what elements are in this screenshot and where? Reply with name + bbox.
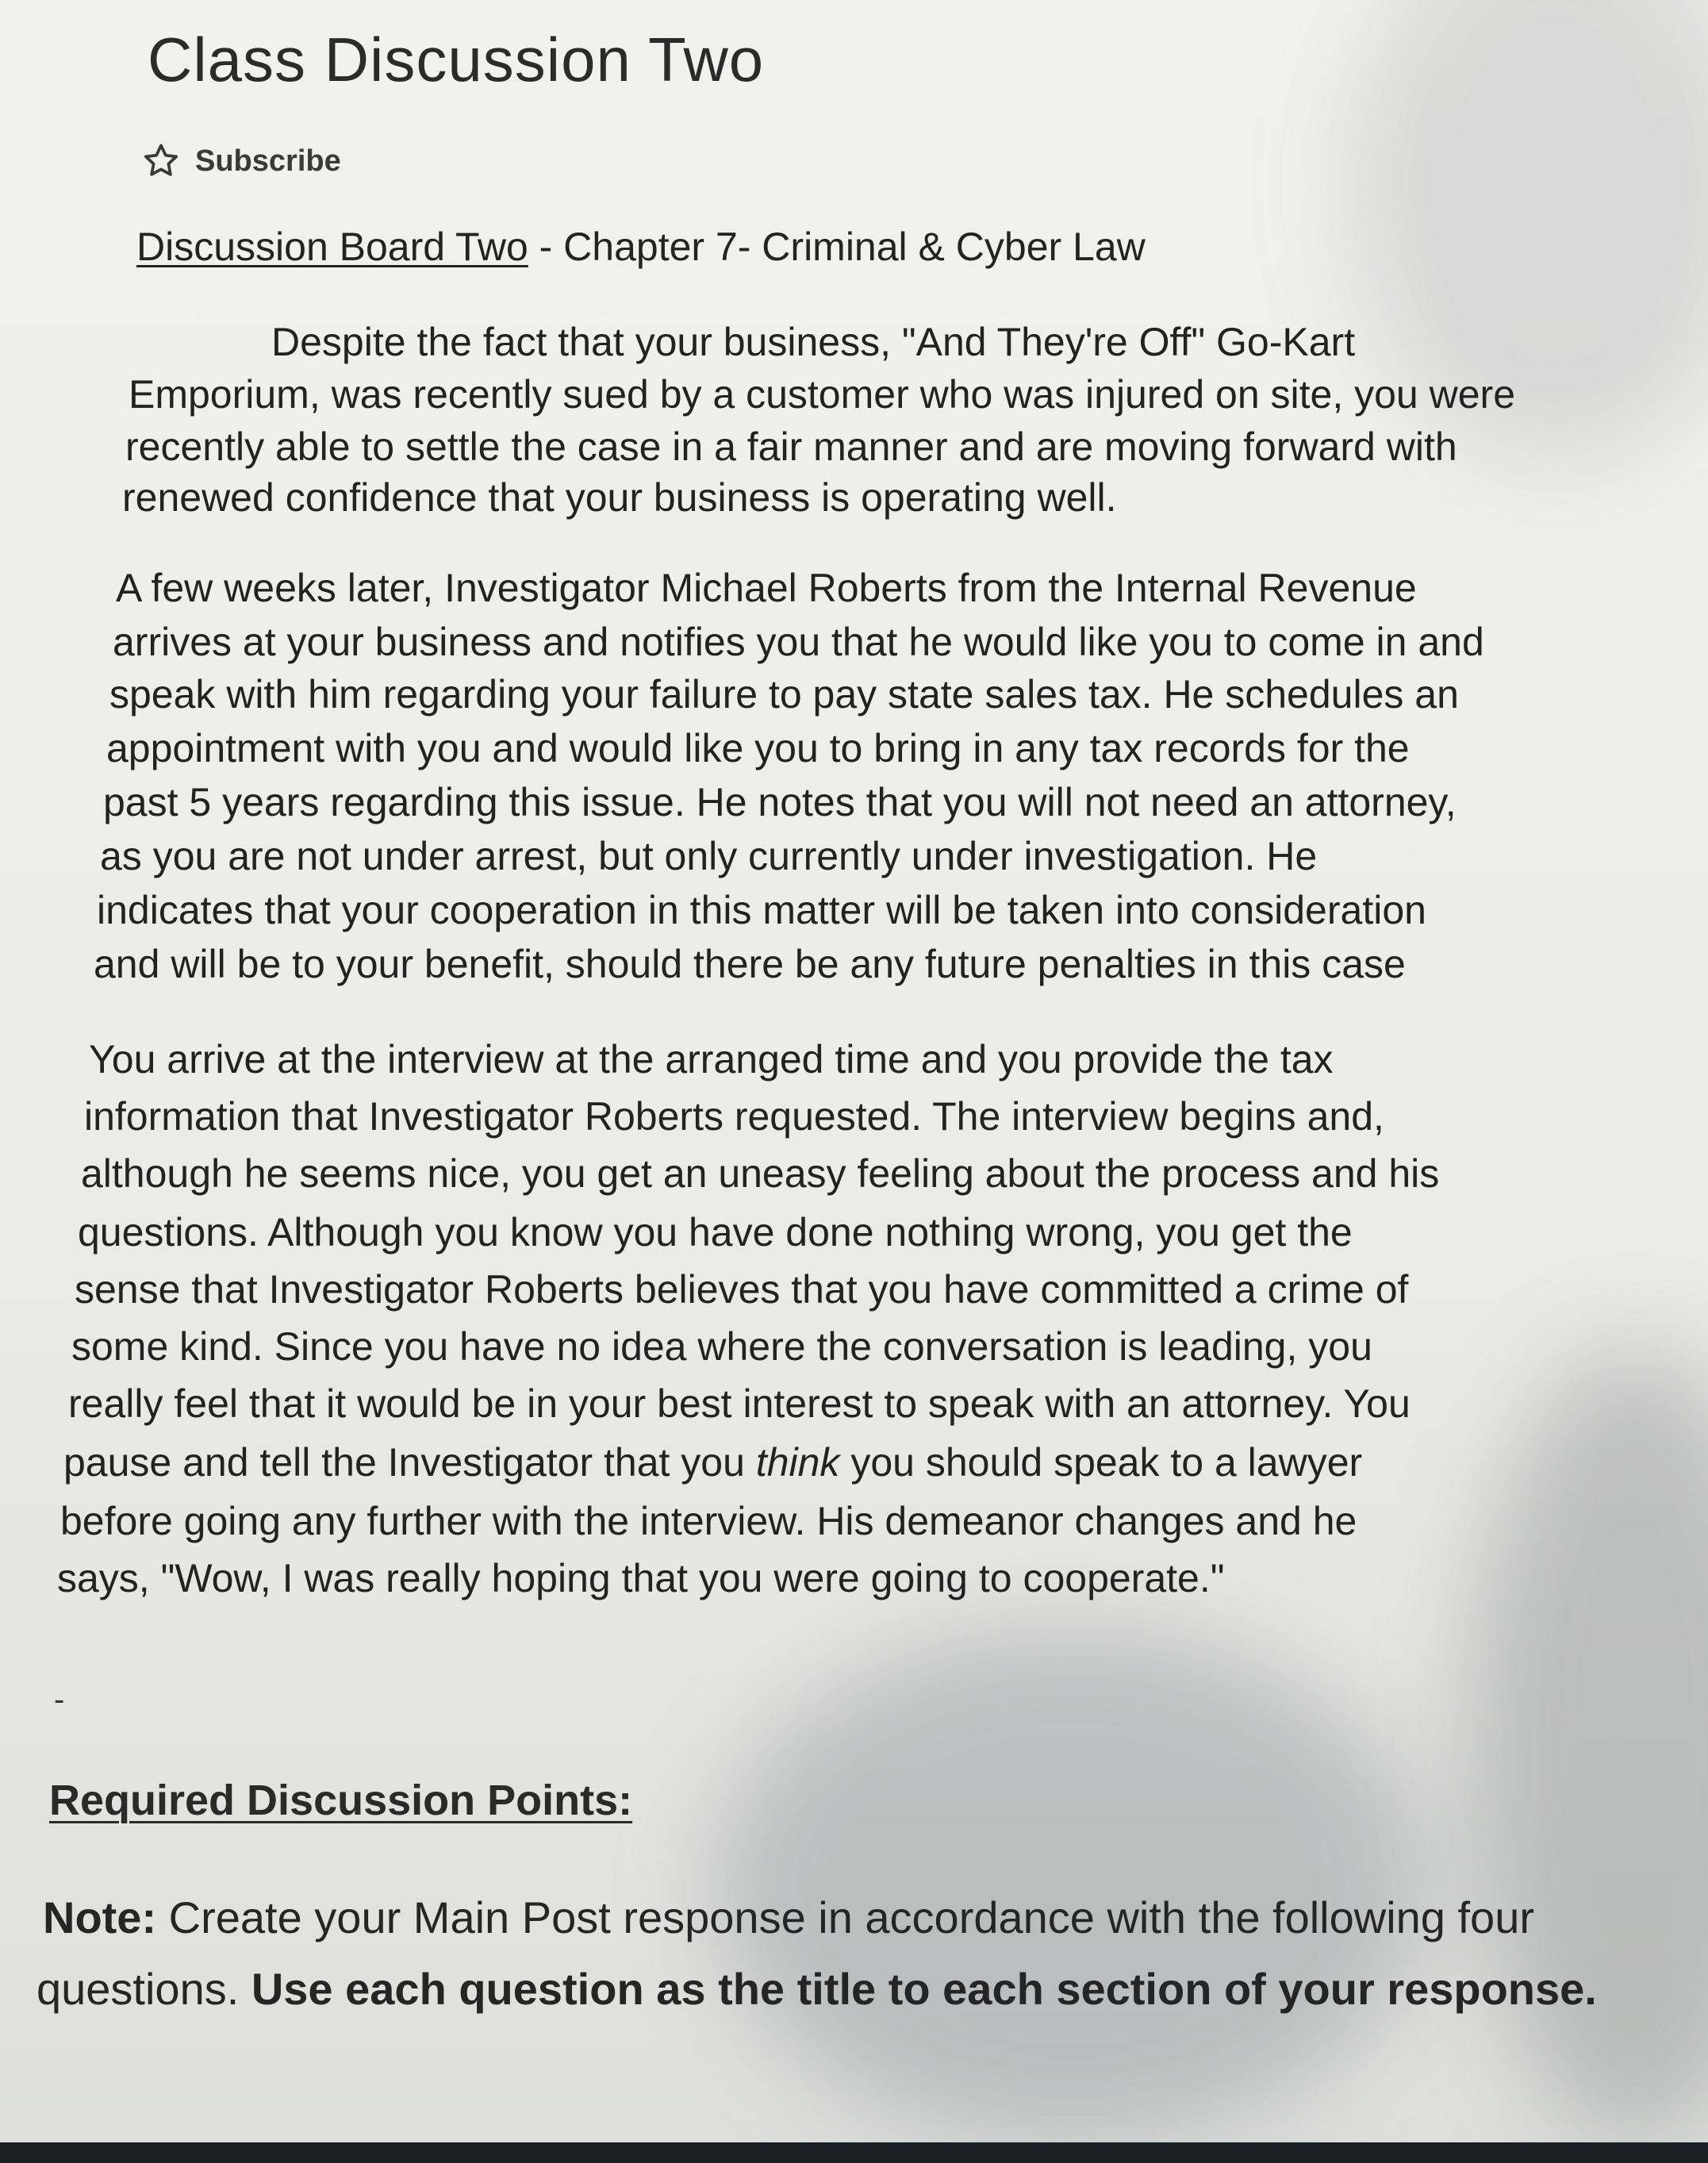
- emphasis-word: think: [755, 1440, 840, 1485]
- photo-shadow: [1468, 1349, 1708, 2142]
- text-line: A few weeks later, Investigator Michael Roberts from the Internal Revenue: [116, 566, 1417, 610]
- chapter-title: - Chapter 7- Criminal & Cyber Law: [528, 225, 1146, 269]
- photo-shadow: [714, 1627, 1428, 2142]
- text-line: past 5 years regarding this issue. He notes that you will not need an attorney,: [103, 780, 1457, 824]
- text-line: arrives at your business and notifies you that he would like you to come in and: [113, 620, 1484, 664]
- subscribe-label: Subscribe: [195, 144, 341, 178]
- text-segment: pause and tell the Investigator that you: [63, 1440, 756, 1485]
- page-title: Class Discussion Two: [148, 25, 765, 94]
- text-line: recently able to settle the case in a fair manner and are moving forward with: [125, 425, 1457, 469]
- required-points-heading: Required Discussion Points:: [49, 1777, 633, 1824]
- note-label: Note:: [43, 1892, 157, 1942]
- text-line: Emporium, was recently sued by a customer who was injured on site, you were: [129, 372, 1515, 417]
- desk-surface: [0, 2142, 1708, 2163]
- star-outline-icon: [141, 141, 181, 181]
- text-line: as you are not under arrest, but only currently under investigation. He: [100, 834, 1318, 878]
- text-line: indicates that your cooperation in this matter will be taken into consideration: [97, 888, 1426, 932]
- separator-dash: -: [54, 1682, 65, 1717]
- text-segment: you should speak to a lawyer: [839, 1440, 1363, 1485]
- text-line: renewed confidence that your business is operating well.: [122, 475, 1117, 520]
- subscribe-button[interactable]: [141, 141, 341, 181]
- discussion-board-link[interactable]: Discussion Board Two: [136, 225, 528, 269]
- text-line: says, "Wow, I was really hoping that you were going to cooperate.": [57, 1556, 1225, 1600]
- text-line: and will be to your benefit, should there be any future penalties in this case: [94, 942, 1406, 986]
- text-line: questions. Although you know you have done nothing wrong, you get the: [78, 1210, 1353, 1254]
- text-line: [63, 1436, 1362, 1489]
- text-line: really feel that it would be in your best interest to speak with an attorney. You: [68, 1381, 1411, 1426]
- text-line: although he seems nice, you get an uneasy feeling about the process and his: [81, 1151, 1440, 1196]
- text-line: sense that Investigator Roberts believes that you have committed a crime of: [75, 1267, 1409, 1312]
- text-line: You arrive at the interview at the arranged time and you provide the tax: [89, 1037, 1334, 1082]
- note-text: Create your Main Post response in accordance with the following four: [156, 1892, 1534, 1942]
- text-line: appointment with you and would like you to bring in any tax records for the: [106, 726, 1410, 770]
- text-line: speak with him regarding your failure to pay state sales tax. He schedules an: [109, 672, 1459, 717]
- note-emphasis: Use each question as the title to each section of your response.: [251, 1964, 1597, 2014]
- note-text: questions.: [36, 1964, 251, 2014]
- text-line: before going any further with the interview. His demeanor changes and he: [60, 1499, 1357, 1543]
- text-line: some kind. Since you have no idea where the conversation is leading, you: [71, 1324, 1372, 1369]
- text-line: information that Investigator Roberts requested. The interview begins and,: [84, 1094, 1384, 1139]
- discussion-heading: [136, 224, 1146, 270]
- note-line-1: [43, 1892, 1534, 1943]
- text-line: Despite the fact that your business, "And They're Off" Go-Kart: [271, 320, 1356, 364]
- note-line-2: [36, 1963, 1597, 2015]
